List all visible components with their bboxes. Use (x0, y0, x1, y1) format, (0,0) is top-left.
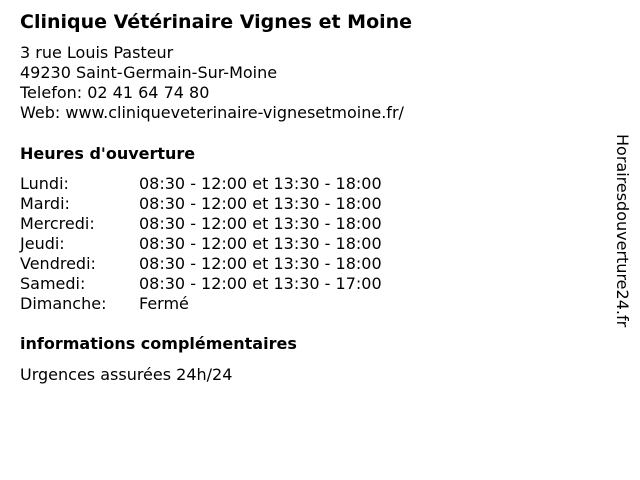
day-label: Jeudi: (20, 234, 65, 253)
time-value: 08:30 - 12:00 et 13:30 - 18:00 (139, 174, 382, 193)
day-label: Dimanche: (20, 294, 107, 313)
website: Web: www.cliniqueveterinaire-vignesetmoine.fr/ (20, 103, 404, 122)
time-value: 08:30 - 12:00 et 13:30 - 18:00 (139, 254, 382, 273)
phone-number: Telefon: 02 41 64 74 80 (20, 83, 210, 102)
time-value: 08:30 - 12:00 et 13:30 - 18:00 (139, 194, 382, 213)
page-title: Clinique Vétérinaire Vignes et Moine (20, 11, 413, 33)
watermark-text: Horairesdouverture24.fr (613, 134, 632, 328)
additional-info-text: Urgences assurées 24h/24 (20, 365, 233, 384)
street-address: 3 rue Louis Pasteur (20, 43, 174, 62)
day-label: Lundi: (20, 174, 69, 193)
city-postal: 49230 Saint-Germain-Sur-Moine (20, 63, 278, 82)
day-label: Samedi: (20, 274, 86, 293)
watermark (612, 134, 632, 374)
day-label: Mardi: (20, 194, 70, 213)
time-value: Fermé (139, 294, 189, 313)
address-block (20, 43, 404, 123)
day-label: Vendredi: (20, 254, 96, 273)
additional-info-heading: informations complémentaires (20, 334, 297, 353)
day-label: Mercredi: (20, 214, 95, 233)
time-value: 08:30 - 12:00 et 13:30 - 18:00 (139, 214, 382, 233)
time-value: 08:30 - 12:00 et 13:30 - 17:00 (139, 274, 382, 293)
opening-hours-heading: Heures d'ouverture (20, 144, 196, 163)
time-value: 08:30 - 12:00 et 13:30 - 18:00 (139, 234, 382, 253)
